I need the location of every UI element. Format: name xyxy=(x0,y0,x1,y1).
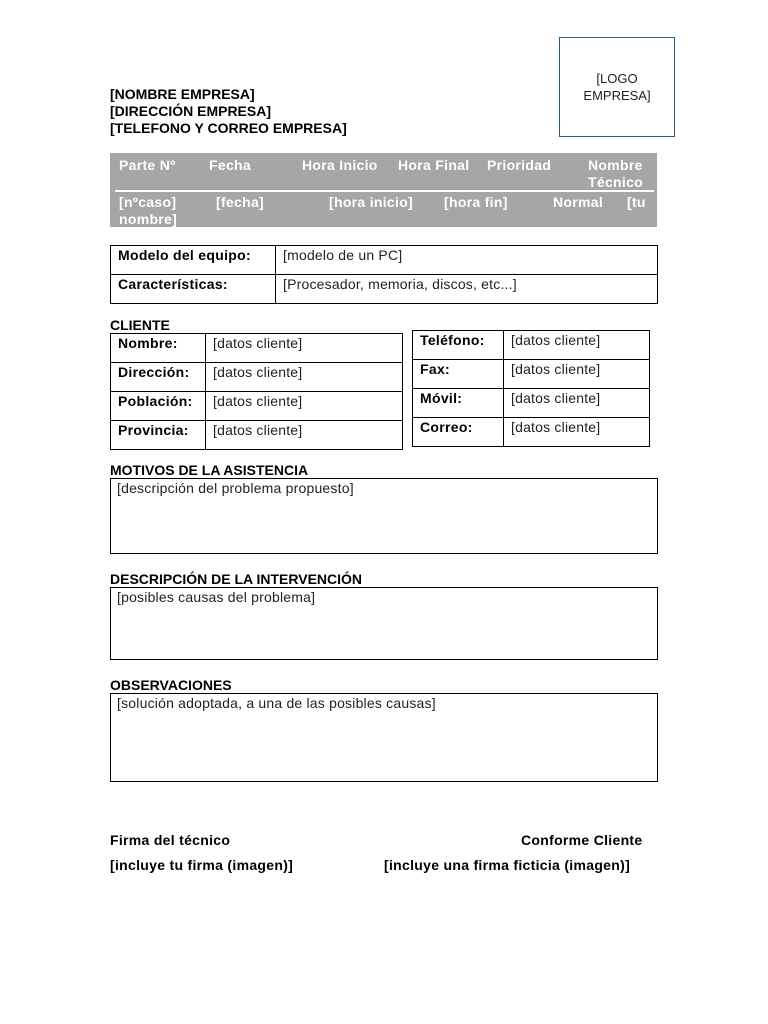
table-row xyxy=(111,363,403,392)
features-value: [Procesador, memoria, discos, etc...] xyxy=(276,275,658,304)
tech-signature-label: Firma del técnico xyxy=(110,832,231,848)
header-fecha: Fecha xyxy=(209,157,251,173)
client-telefono-value: [datos cliente] xyxy=(504,331,650,360)
client-poblacion-value: [datos cliente] xyxy=(206,392,403,421)
client-poblacion-label: Población: xyxy=(111,392,206,421)
client-nombre-value: [datos cliente] xyxy=(206,334,403,363)
table-row xyxy=(413,360,650,389)
intervencion-text: [posibles causas del problema] xyxy=(117,589,316,605)
value-tu: [tu xyxy=(627,194,646,210)
report-header-band xyxy=(110,153,657,227)
table-row xyxy=(111,421,403,450)
table-row xyxy=(111,246,658,275)
value-hora-fin: [hora fin] xyxy=(444,194,508,210)
header-tecnico: Técnico xyxy=(588,174,644,190)
company-address: [DIRECCIÓN EMPRESA] xyxy=(110,103,272,119)
company-name: [NOMBRE EMPRESA] xyxy=(110,86,255,102)
motivos-textbox xyxy=(110,478,658,554)
model-value: [modelo de un PC] xyxy=(276,246,658,275)
header-prioridad: Prioridad xyxy=(487,157,552,173)
value-caso: [nºcaso] xyxy=(119,194,177,210)
header-hora-final: Hora Final xyxy=(398,157,470,173)
client-movil-label: Móvil: xyxy=(413,389,504,418)
logo-text-line1: [LOGO xyxy=(596,71,638,86)
observaciones-textbox xyxy=(110,693,658,782)
header-separator xyxy=(115,190,654,192)
client-direccion-value: [datos cliente] xyxy=(206,363,403,392)
client-movil-value: [datos cliente] xyxy=(504,389,650,418)
table-row xyxy=(413,389,650,418)
client-provincia-value: [datos cliente] xyxy=(206,421,403,450)
table-row xyxy=(413,418,650,447)
motivos-title: MOTIVOS DE LA ASISTENCIA xyxy=(110,462,309,478)
client-correo-value: [datos cliente] xyxy=(504,418,650,447)
table-row xyxy=(111,334,403,363)
equipment-table xyxy=(110,245,658,304)
client-signature-hint: [incluye una firma ficticia (imagen)] xyxy=(384,857,631,873)
value-prioridad: Normal xyxy=(553,194,604,210)
client-provincia-label: Provincia: xyxy=(111,421,206,450)
company-info xyxy=(110,86,347,137)
observaciones-text: [solución adoptada, a una de las posibles causas] xyxy=(117,695,436,711)
company-logo-placeholder xyxy=(559,37,675,137)
value-nombre: nombre] xyxy=(119,211,178,227)
client-direccion-label: Dirección: xyxy=(111,363,206,392)
intervencion-textbox xyxy=(110,587,658,660)
client-left-table xyxy=(110,333,403,450)
client-title: CLIENTE xyxy=(110,317,170,333)
client-correo-label: Correo: xyxy=(413,418,504,447)
logo-text-line2: EMPRESA] xyxy=(583,88,651,103)
company-contact: [TELEFONO Y CORREO EMPRESA] xyxy=(110,120,347,136)
table-row xyxy=(111,392,403,421)
header-parte: Parte Nº xyxy=(119,157,176,173)
value-fecha: [fecha] xyxy=(216,194,264,210)
observaciones-title: OBSERVACIONES xyxy=(110,677,232,693)
intervencion-title: DESCRIPCIÓN DE LA INTERVENCIÓN xyxy=(110,571,363,587)
model-label: Modelo del equipo: xyxy=(111,246,276,275)
value-hora-inicio: [hora inicio] xyxy=(329,194,414,210)
header-hora-inicio: Hora Inicio xyxy=(302,157,378,173)
client-telefono-label: Teléfono: xyxy=(413,331,504,360)
client-signature-label: Conforme Cliente xyxy=(521,832,643,848)
client-fax-label: Fax: xyxy=(413,360,504,389)
features-label: Características: xyxy=(111,275,276,304)
client-fax-value: [datos cliente] xyxy=(504,360,650,389)
client-right-table xyxy=(412,330,650,447)
table-row xyxy=(111,275,658,304)
header-nombre: Nombre xyxy=(588,157,643,173)
client-nombre-label: Nombre: xyxy=(111,334,206,363)
table-row xyxy=(413,331,650,360)
motivos-text: [descripción del problema propuesto] xyxy=(117,480,354,496)
tech-signature-hint: [incluye tu firma (imagen)] xyxy=(110,857,294,873)
